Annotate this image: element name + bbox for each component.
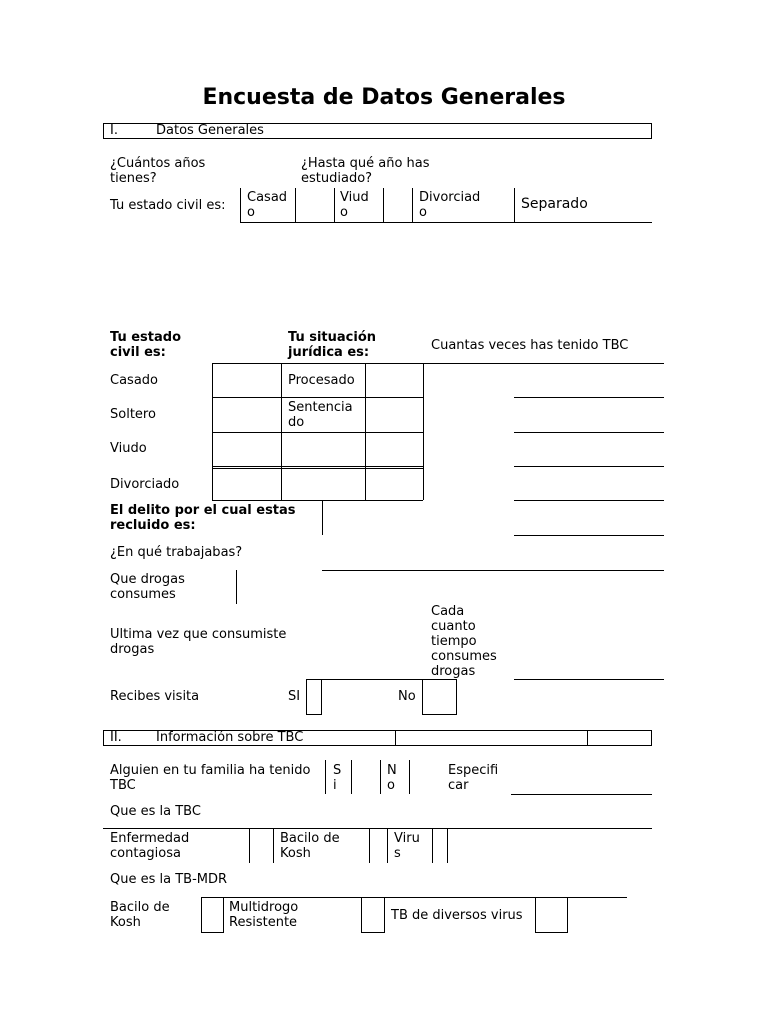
- answer-line: [514, 500, 664, 501]
- grid-line: [365, 363, 366, 500]
- civil-divider: [412, 188, 413, 222]
- drugs-question-l2: consumes: [110, 587, 176, 602]
- mdr-bacillus-checkbox[interactable]: [201, 897, 224, 933]
- grid-line: [281, 363, 282, 500]
- mdr-option-viruses: TB de diversos virus: [391, 908, 523, 923]
- family-no-option[interactable]: o: [387, 778, 395, 793]
- frequency-question: tiempo: [431, 634, 477, 649]
- mdr-option-multidrug: Multidrogo: [229, 900, 299, 915]
- family-no-option[interactable]: N: [387, 763, 397, 778]
- visit-si-checkbox[interactable]: [306, 679, 322, 715]
- civil-row-label: Soltero: [110, 407, 156, 422]
- visit-no-checkbox[interactable]: [422, 679, 457, 715]
- specify-answer-line: [511, 794, 652, 795]
- family-question-l2: TBC: [110, 778, 136, 793]
- civil-status-underline: [240, 222, 652, 223]
- civil-header-l1: Tu estado: [110, 330, 181, 345]
- answer-line: [514, 397, 664, 398]
- family-question-l1: Alguien en tu familia ha tenido: [110, 763, 311, 778]
- last-use-question-l2: drogas: [110, 642, 155, 657]
- tbc-option-contagious: contagiosa: [110, 846, 181, 861]
- frequency-question: consumes: [431, 649, 497, 664]
- civil-option-casado: o: [247, 205, 255, 220]
- family-si-option[interactable]: i: [333, 778, 337, 793]
- work-question: ¿En qué trabajabas?: [110, 545, 243, 560]
- family-no-box: [409, 760, 410, 794]
- tbc-count-question: Cuantas veces has tenido TBC: [431, 338, 629, 353]
- civil-row-label: Casado: [110, 373, 158, 388]
- work-answer-line: [322, 570, 664, 571]
- study-question-l2: estudiado?: [301, 171, 373, 186]
- study-question-l1: ¿Hasta qué año has: [301, 156, 430, 171]
- age-question-l1: ¿Cuántos años: [110, 156, 206, 171]
- section-1-label: Datos Generales: [156, 123, 264, 138]
- tbc-divider: [387, 828, 388, 863]
- crime-question-l2: recluido es:: [110, 518, 196, 533]
- grid-line: [212, 466, 423, 467]
- civil-divider: [240, 188, 241, 222]
- specify-label: Especifi: [448, 763, 499, 778]
- tbc-option-bacillus: Kosh: [280, 846, 311, 861]
- last-use-question-l1: Ultima vez que consumiste: [110, 627, 287, 642]
- tbc-option-virus: s: [394, 846, 401, 861]
- civil-option-viudo: o: [340, 205, 348, 220]
- tbc-divider: [447, 828, 448, 863]
- drugs-divider: [236, 570, 237, 604]
- section-1-number: I.: [110, 123, 118, 138]
- grid-line: [423, 363, 424, 500]
- tbc-option-virus: Viru: [394, 831, 420, 846]
- civil-divider: [334, 188, 335, 222]
- mdr-multidrug-checkbox[interactable]: [361, 897, 385, 933]
- section-2-label: Información sobre TBC: [156, 730, 304, 745]
- civil-divider: [383, 188, 384, 222]
- grid-line: [212, 363, 423, 364]
- civil-option-separado: Separado: [521, 196, 588, 212]
- tbc-divider: [369, 828, 370, 863]
- tbc-divider: [432, 828, 433, 863]
- grid-line: [212, 468, 423, 469]
- tbc-options-top-line: [103, 828, 652, 829]
- visit-question: Recibes visita: [110, 689, 200, 704]
- document-title: Encuesta de Datos Generales: [202, 85, 566, 110]
- family-si-box: [325, 760, 326, 794]
- civil-status-question: Tu estado civil es:: [110, 198, 226, 213]
- specify-label: car: [448, 778, 469, 793]
- crime-divider: [322, 500, 323, 535]
- crime-question-l1: El delito por el cual estas: [110, 503, 296, 518]
- grid-line: [212, 432, 423, 433]
- tbc-option-bacillus: Bacilo de: [280, 831, 340, 846]
- civil-divider: [514, 188, 515, 222]
- civil-divider: [295, 188, 296, 222]
- tbc-question: Que es la TBC: [110, 804, 201, 819]
- grid-line: [212, 500, 423, 501]
- tbc-divider: [249, 828, 250, 863]
- legal-option-sentenciado: do: [288, 415, 305, 430]
- tbc-count-line: [423, 363, 664, 364]
- mdr-option-multidrug: Resistente: [229, 915, 298, 930]
- frequency-question: Cada: [431, 604, 465, 619]
- age-question-l2: tienes?: [110, 171, 157, 186]
- civil-row-label: Divorciado: [110, 477, 180, 492]
- visit-si-label: SI: [288, 689, 301, 704]
- civil-option-casado: Casad: [247, 190, 288, 205]
- civil-row-label: Viudo: [110, 441, 147, 456]
- grid-line: [212, 363, 213, 500]
- civil-option-divorciado: Divorciad: [419, 190, 481, 205]
- family-si-box: [351, 760, 352, 794]
- tbc-option-contagious: Enfermedad: [110, 831, 190, 846]
- frequency-question: cuanto: [431, 619, 476, 634]
- mdr-question: Que es la TB-MDR: [110, 872, 228, 887]
- frequency-question: drogas: [431, 664, 476, 679]
- mdr-option-bacillus: Kosh: [110, 915, 141, 930]
- family-no-box: [380, 760, 381, 794]
- legal-option-procesado: Procesado: [288, 373, 355, 388]
- section-2-divider: [587, 730, 588, 746]
- drugs-question-l1: Que drogas: [110, 572, 185, 587]
- mdr-option-bacillus: Bacilo de: [110, 900, 170, 915]
- mdr-viruses-checkbox[interactable]: [535, 897, 568, 933]
- section-2-divider: [395, 730, 396, 746]
- civil-option-divorciado: o: [419, 205, 427, 220]
- civil-header-l2: civil es:: [110, 345, 166, 360]
- frequency-answer-line: [514, 679, 664, 680]
- grid-line: [212, 397, 423, 398]
- visit-row-line: [306, 679, 422, 680]
- legal-header-l2: jurídica es:: [288, 345, 370, 360]
- legal-header-l1: Tu situación: [288, 330, 377, 345]
- answer-line: [514, 432, 664, 433]
- tbc-divider: [273, 828, 274, 863]
- civil-option-viudo: Viud: [340, 190, 369, 205]
- family-si-option[interactable]: S: [333, 763, 342, 778]
- visit-no-label: No: [398, 689, 416, 704]
- answer-line: [514, 466, 664, 467]
- section-2-number: II.: [110, 730, 122, 745]
- answer-line: [514, 535, 664, 536]
- legal-option-sentenciado: Sentencia: [288, 400, 353, 415]
